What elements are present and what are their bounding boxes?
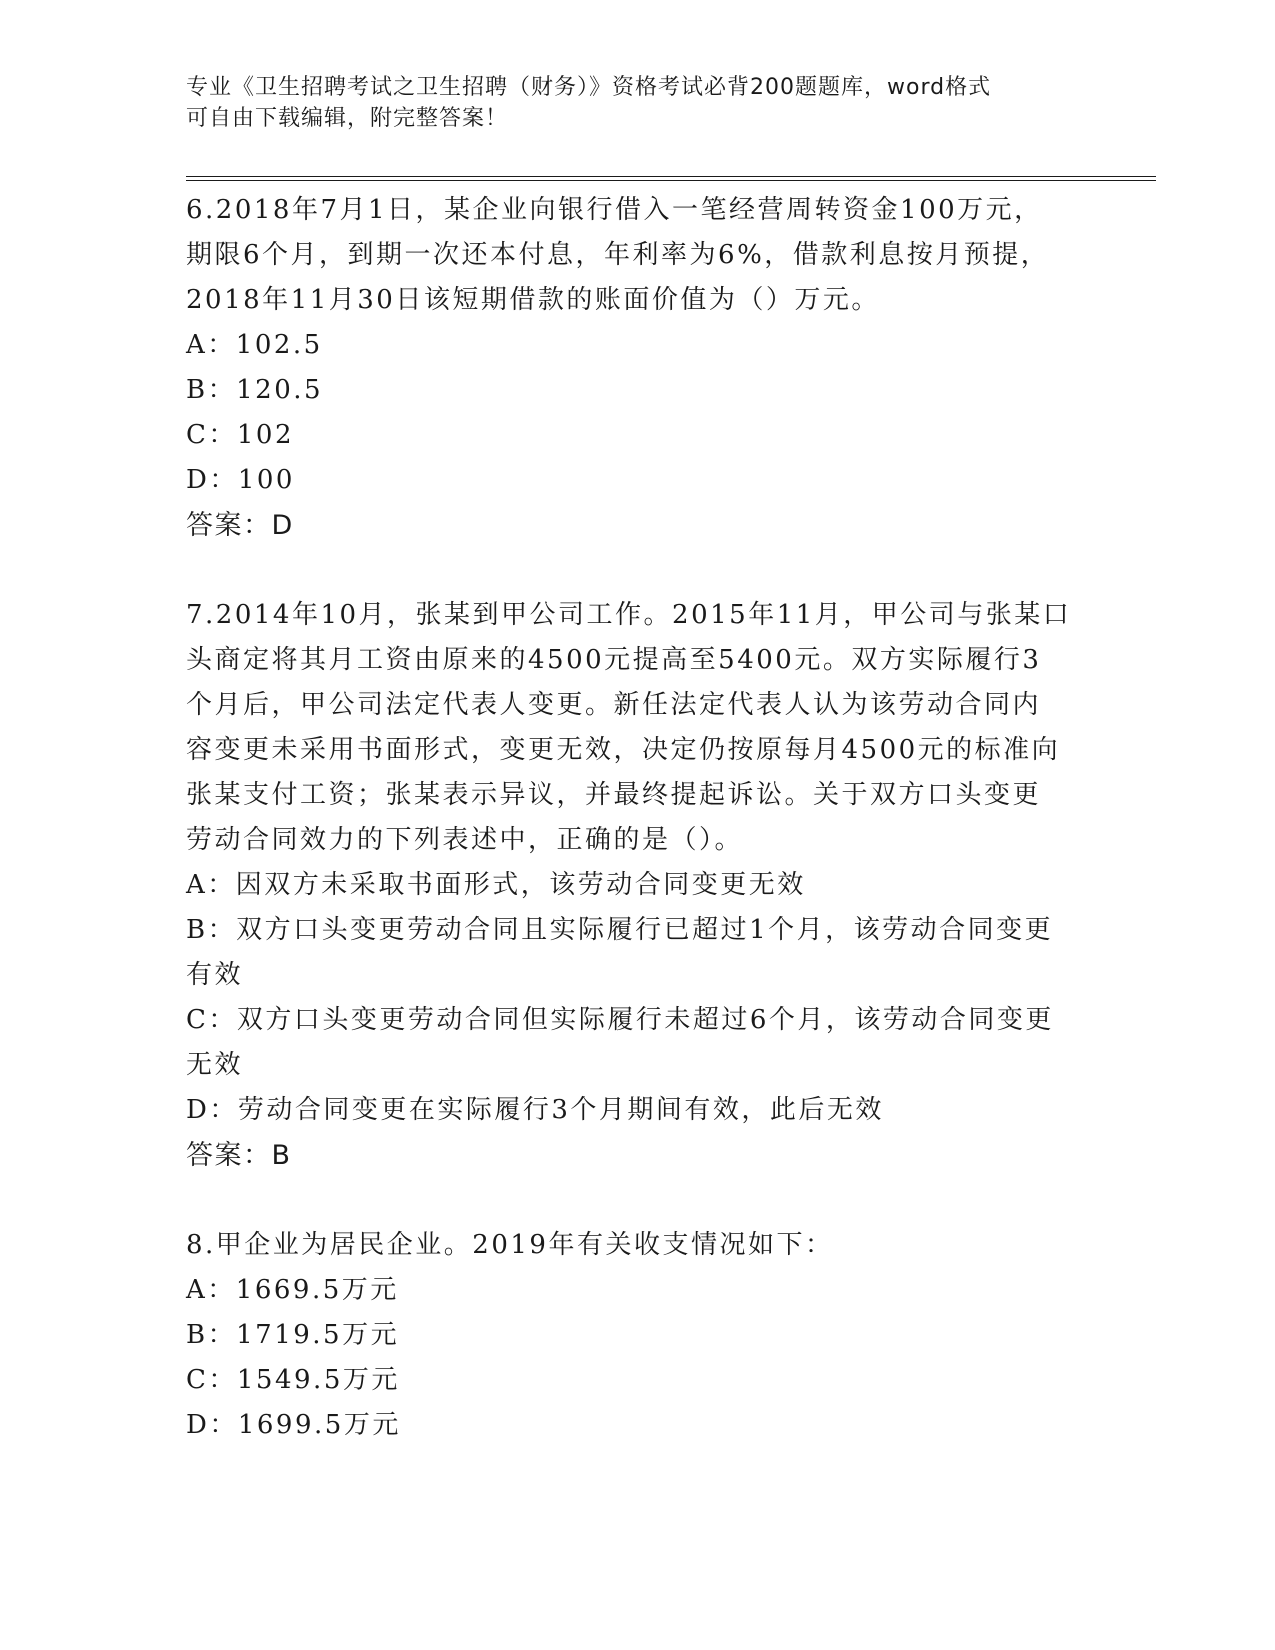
question-spacer	[186, 548, 1086, 593]
question-8	[186, 1223, 1086, 1448]
option-c: C：102	[186, 420, 295, 450]
option-c: C：1549.5万元	[186, 1365, 400, 1395]
option-d: D：劳动合同变更在实际履行3个月期间有效，此后无效	[186, 1095, 884, 1125]
header-line-1: 专业《卫生招聘考试之卫生招聘（财务）》资格考试必背200题题库，word格式	[186, 75, 992, 100]
question-stem-line: 6.2018年7月1日，某企业向银行借入一笔经营周转资金100万元，	[186, 195, 1043, 225]
option-d: D：1699.5万元	[186, 1410, 401, 1440]
question-stem-line: 7.2014年10月，张某到甲公司工作。2015年11月，甲公司与张某口	[186, 600, 1072, 630]
question-stem-line: 8.甲企业为居民企业。2019年有关收支情况如下：	[186, 1230, 834, 1260]
header-line-2: 可自由下载编辑，附完整答案！	[186, 106, 509, 131]
document-header	[186, 72, 1066, 134]
option-c: C：双方口头变更劳动合同但实际履行未超过6个月，该劳动合同变更	[186, 1005, 1054, 1035]
question-stem-line: 劳动合同效力的下列表述中，正确的是（）。	[186, 825, 744, 855]
option-b: B：双方口头变更劳动合同且实际履行已超过1个月，该劳动合同变更	[186, 915, 1054, 945]
question-stem-line: 2018年11月30日该短期借款的账面价值为（）万元。	[186, 285, 880, 315]
option-d: D：100	[186, 465, 295, 495]
option-a: A：因双方未采取书面形式，该劳动合同变更无效	[186, 870, 806, 900]
option-b-continued: 有效	[186, 960, 244, 990]
answer-line: 答案：B	[186, 1140, 292, 1171]
question-list	[186, 188, 1086, 1448]
header-divider	[186, 176, 1156, 181]
question-stem-line: 头商定将其月工资由原来的4500元提高至5400元。双方实际履行3	[186, 645, 1042, 675]
question-stem-line: 容变更未采用书面形式，变更无效，决定仍按原每月4500元的标准向	[186, 735, 1061, 765]
question-stem-line: 个月后，甲公司法定代表人变更。新任法定代表人认为该劳动合同内	[186, 690, 1042, 720]
question-spacer	[186, 1178, 1086, 1223]
question-stem-line: 张某支付工资；张某表示异议，并最终提起诉讼。关于双方口头变更	[186, 780, 1042, 810]
answer-line: 答案：D	[186, 510, 294, 541]
option-b: B：120.5	[186, 375, 324, 405]
question-7	[186, 593, 1086, 1178]
option-a: A：102.5	[186, 330, 323, 360]
option-c-continued: 无效	[186, 1050, 244, 1080]
question-6	[186, 188, 1086, 548]
option-b: B：1719.5万元	[186, 1320, 400, 1350]
question-stem-line: 期限6个月，到期一次还本付息，年利率为6%，借款利息按月预提，	[186, 240, 1050, 270]
option-a: A：1669.5万元	[186, 1275, 399, 1305]
